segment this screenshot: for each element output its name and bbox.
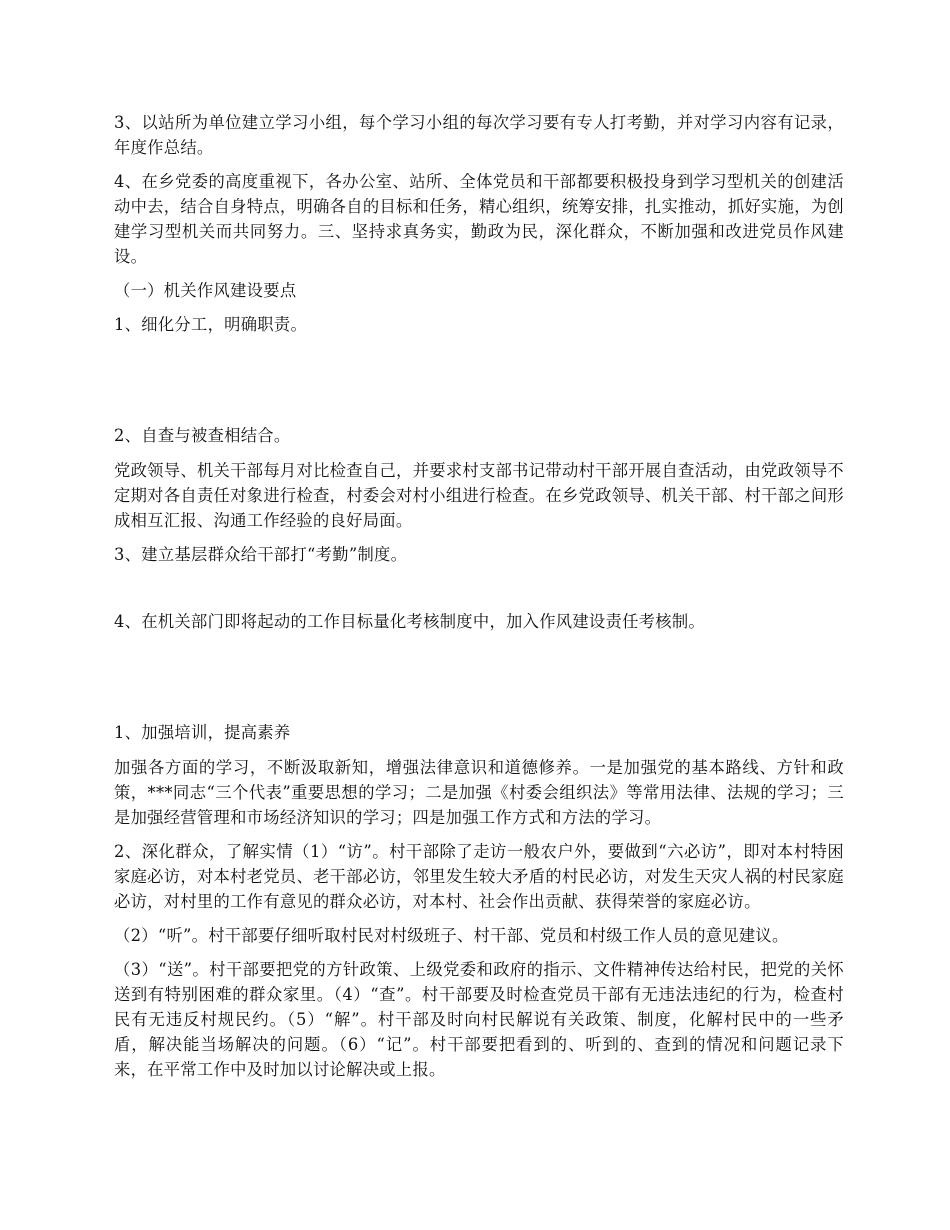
paragraph-study-group: 3、以站所为单位建立学习小组，每个学习小组的每次学习要有专人打考勤，并对学习内容有记录，年度作总结。	[114, 113, 844, 157]
paragraph-training: 加强各方面的学习，不断汲取新知，增强法律意识和道德修养。一是加强党的基本路线、方针和政策，***同志“三个代表”重要思想的学习；二是加强《村委会组织法》等常用法律、法规的学习；三是加强经营管理和市场经济知识的学习；四是加强工作方式和方法的学习。	[114, 758, 844, 827]
heading-work-style-points: （一）机关作风建设要点	[114, 281, 297, 300]
document-body	[114, 110, 844, 1082]
heading-attendance-system: 3、建立基层群众给干部打“考勤”制度。	[114, 545, 408, 564]
paragraph-visits: 2、深化群众，了解实情（1）“访”。村干部除了走访一般农户外，要做到“六必访”，即对本村特困家庭必访，对本村老党员、老干部必访，邻里发生较大矛盾的村民必访，对发生天灾人祸的村民家庭必访，对村里的工作有意见的群众必访，对本村、社会作出贡献、获得荣誉的家庭必访。	[114, 842, 844, 911]
heading-division-of-labor: 1、细化分工，明确职责。	[114, 315, 308, 334]
paragraph-deliver-check-explain-record: （3）“送”。村干部要把党的方针政策、上级党委和政府的指示、文件精神传达给村民，把党的关怀送到有特别困难的群众家里。（4）“查”。村干部要及时检查党员干部有无违法违纪的行为，检查村民有无违反村规民约。（5）“解”。村干部及时向村民解说有关政策、制度，化解村民中的一些矛盾，解决能当场解决的问题。（6）“记”。村干部要把看到的、听到的、查到的情况和问题记录下来，在平常工作中及时加以讨论解决或上报。	[114, 960, 844, 1079]
paragraph-learning-organization: 4、在乡党委的高度重视下，各办公室、站所、全体党员和干部都要积极投身到学习型机关的创建活动中去，结合自身特点，明确各自的目标和任务，精心组织，统筹安排，扎实推动，抓好实施，为创建学习型机关而共同努力。三、坚持求真务实，勤政为民，深化群众，不断加强和改进党员作风建设。	[114, 172, 844, 266]
heading-self-inspection: 2、自查与被查相结合。	[114, 426, 291, 445]
paragraph-listen: （2）“听”。村干部要仔细听取村民对村级班子、村干部、党员和村级工作人员的意见建议。	[114, 926, 789, 945]
heading-training: 1、加强培训，提高素养	[114, 723, 291, 742]
heading-assessment-system: 4、在机关部门即将起动的工作目标量化考核制度中，加入作风建设责任考核制。	[114, 612, 706, 631]
paragraph-self-inspection: 党政领导、机关干部每月对比检查自己，并要求村支部书记带动村干部开展自查活动，由党政领导不定期对各自责任对象进行检查，村委会对村小组进行检查。在乡党政领导、机关干部、村干部之间形成相互汇报、沟通工作经验的良好局面。	[114, 461, 844, 530]
